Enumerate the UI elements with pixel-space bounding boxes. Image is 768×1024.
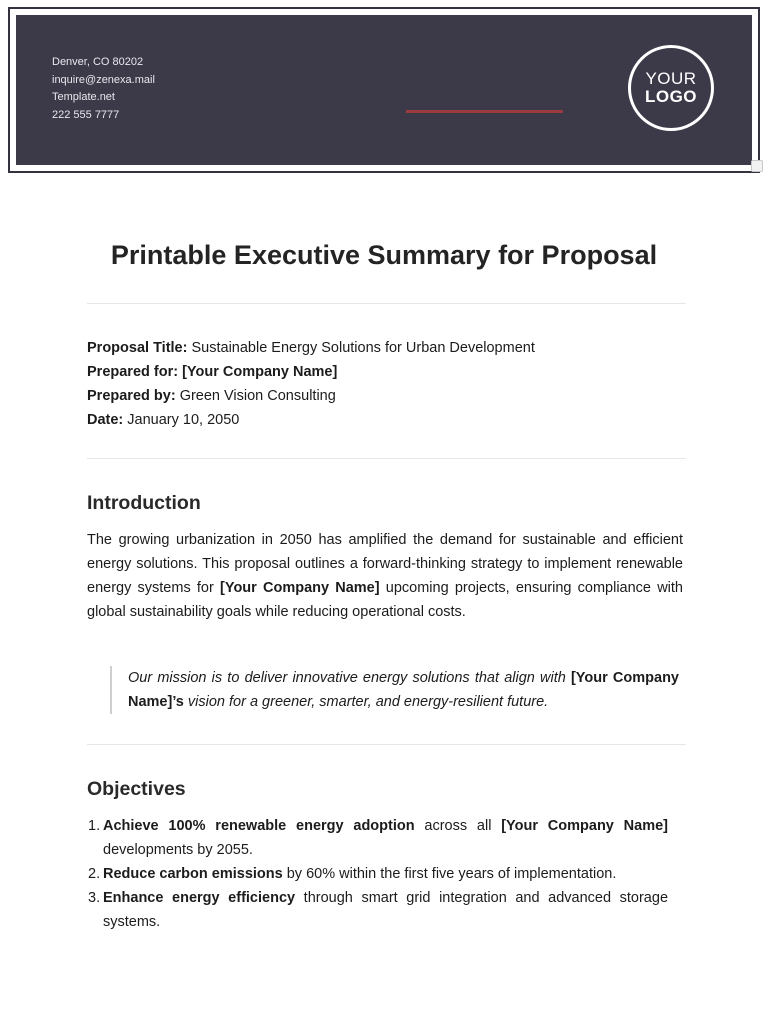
intro-text: The growing urbanization in 2050 has amplified the demand for sustainable and efficient energy solutions. This proposal outlines a forward-thinking strategy to implement renewable energy systems for (87, 532, 683, 596)
document-title: Printable Executive Summary for Proposal (110, 240, 658, 270)
divider (87, 303, 686, 304)
list-item (87, 886, 668, 934)
meta-prepared-by (87, 384, 535, 408)
logo-placeholder (628, 45, 714, 131)
quote-text-end: vision for a greener, smarter, and energy-resilient future. (183, 694, 549, 710)
meta-value: January 10, 2050 (127, 412, 240, 428)
meta-label: Prepared by: (87, 388, 176, 404)
divider (87, 458, 686, 459)
introduction-paragraph (87, 528, 683, 624)
list-number: 3. (88, 890, 101, 906)
objective-emphasis: Achieve 100% renewable energy adoption (103, 818, 415, 834)
meta-date (87, 408, 535, 432)
meta-label: Date: (87, 412, 124, 428)
objective-text: by 60% within the first five years of implementation. (282, 866, 617, 882)
quote-text: Our mission is to deliver innovative energy solutions that align with (128, 670, 571, 686)
resize-handle[interactable] (751, 160, 763, 172)
objective-emphasis: Reduce carbon emissions (103, 866, 283, 882)
list-number: 1. (88, 818, 101, 834)
objective-text: through smart grid integration and advanced storage systems. (103, 890, 669, 930)
objective-text: across all (414, 818, 502, 834)
meta-value: [Your Company Name] (182, 364, 338, 380)
divider (87, 744, 686, 745)
meta-value: Green Vision Consulting (179, 388, 336, 404)
contact-block (52, 54, 155, 124)
objectives-list (87, 814, 668, 934)
meta-value: Sustainable Energy Solutions for Urban Development (191, 340, 535, 356)
mission-quote (110, 666, 679, 714)
list-item (87, 862, 668, 886)
meta-proposal-title (87, 336, 535, 360)
proposal-meta (87, 336, 535, 432)
header-frame (8, 7, 760, 173)
objective-company: [Your Company Name] (501, 818, 668, 834)
quote-company: [Your Company Name]’s (128, 670, 679, 710)
objectives-heading: Objectives (87, 778, 186, 800)
list-item (87, 814, 668, 862)
meta-label: Prepared for: (87, 364, 179, 380)
list-number: 2. (88, 866, 101, 882)
meta-prepared-for (87, 360, 535, 384)
objective-emphasis: Enhance energy efficiency (103, 890, 296, 906)
logo-line-1: YOUR (645, 69, 697, 88)
introduction-heading: Introduction (87, 492, 201, 514)
accent-divider (406, 110, 563, 113)
logo-line-2: LOGO (644, 87, 698, 106)
header-band (16, 15, 752, 165)
contact-address: Denver, CO 80202 (52, 56, 144, 68)
contact-website[interactable]: Template.net (52, 91, 115, 103)
intro-text-end: upcoming projects, ensuring compliance with global sustainability goals while reducing operational costs. (87, 580, 683, 620)
objective-text-end: developments by 2055. (103, 842, 253, 858)
intro-company: [Your Company Name] (220, 580, 380, 596)
contact-email[interactable]: inquire@zenexa.mail (52, 73, 155, 86)
meta-label: Proposal Title: (87, 340, 188, 356)
contact-phone: 222 555 7777 (52, 108, 120, 121)
